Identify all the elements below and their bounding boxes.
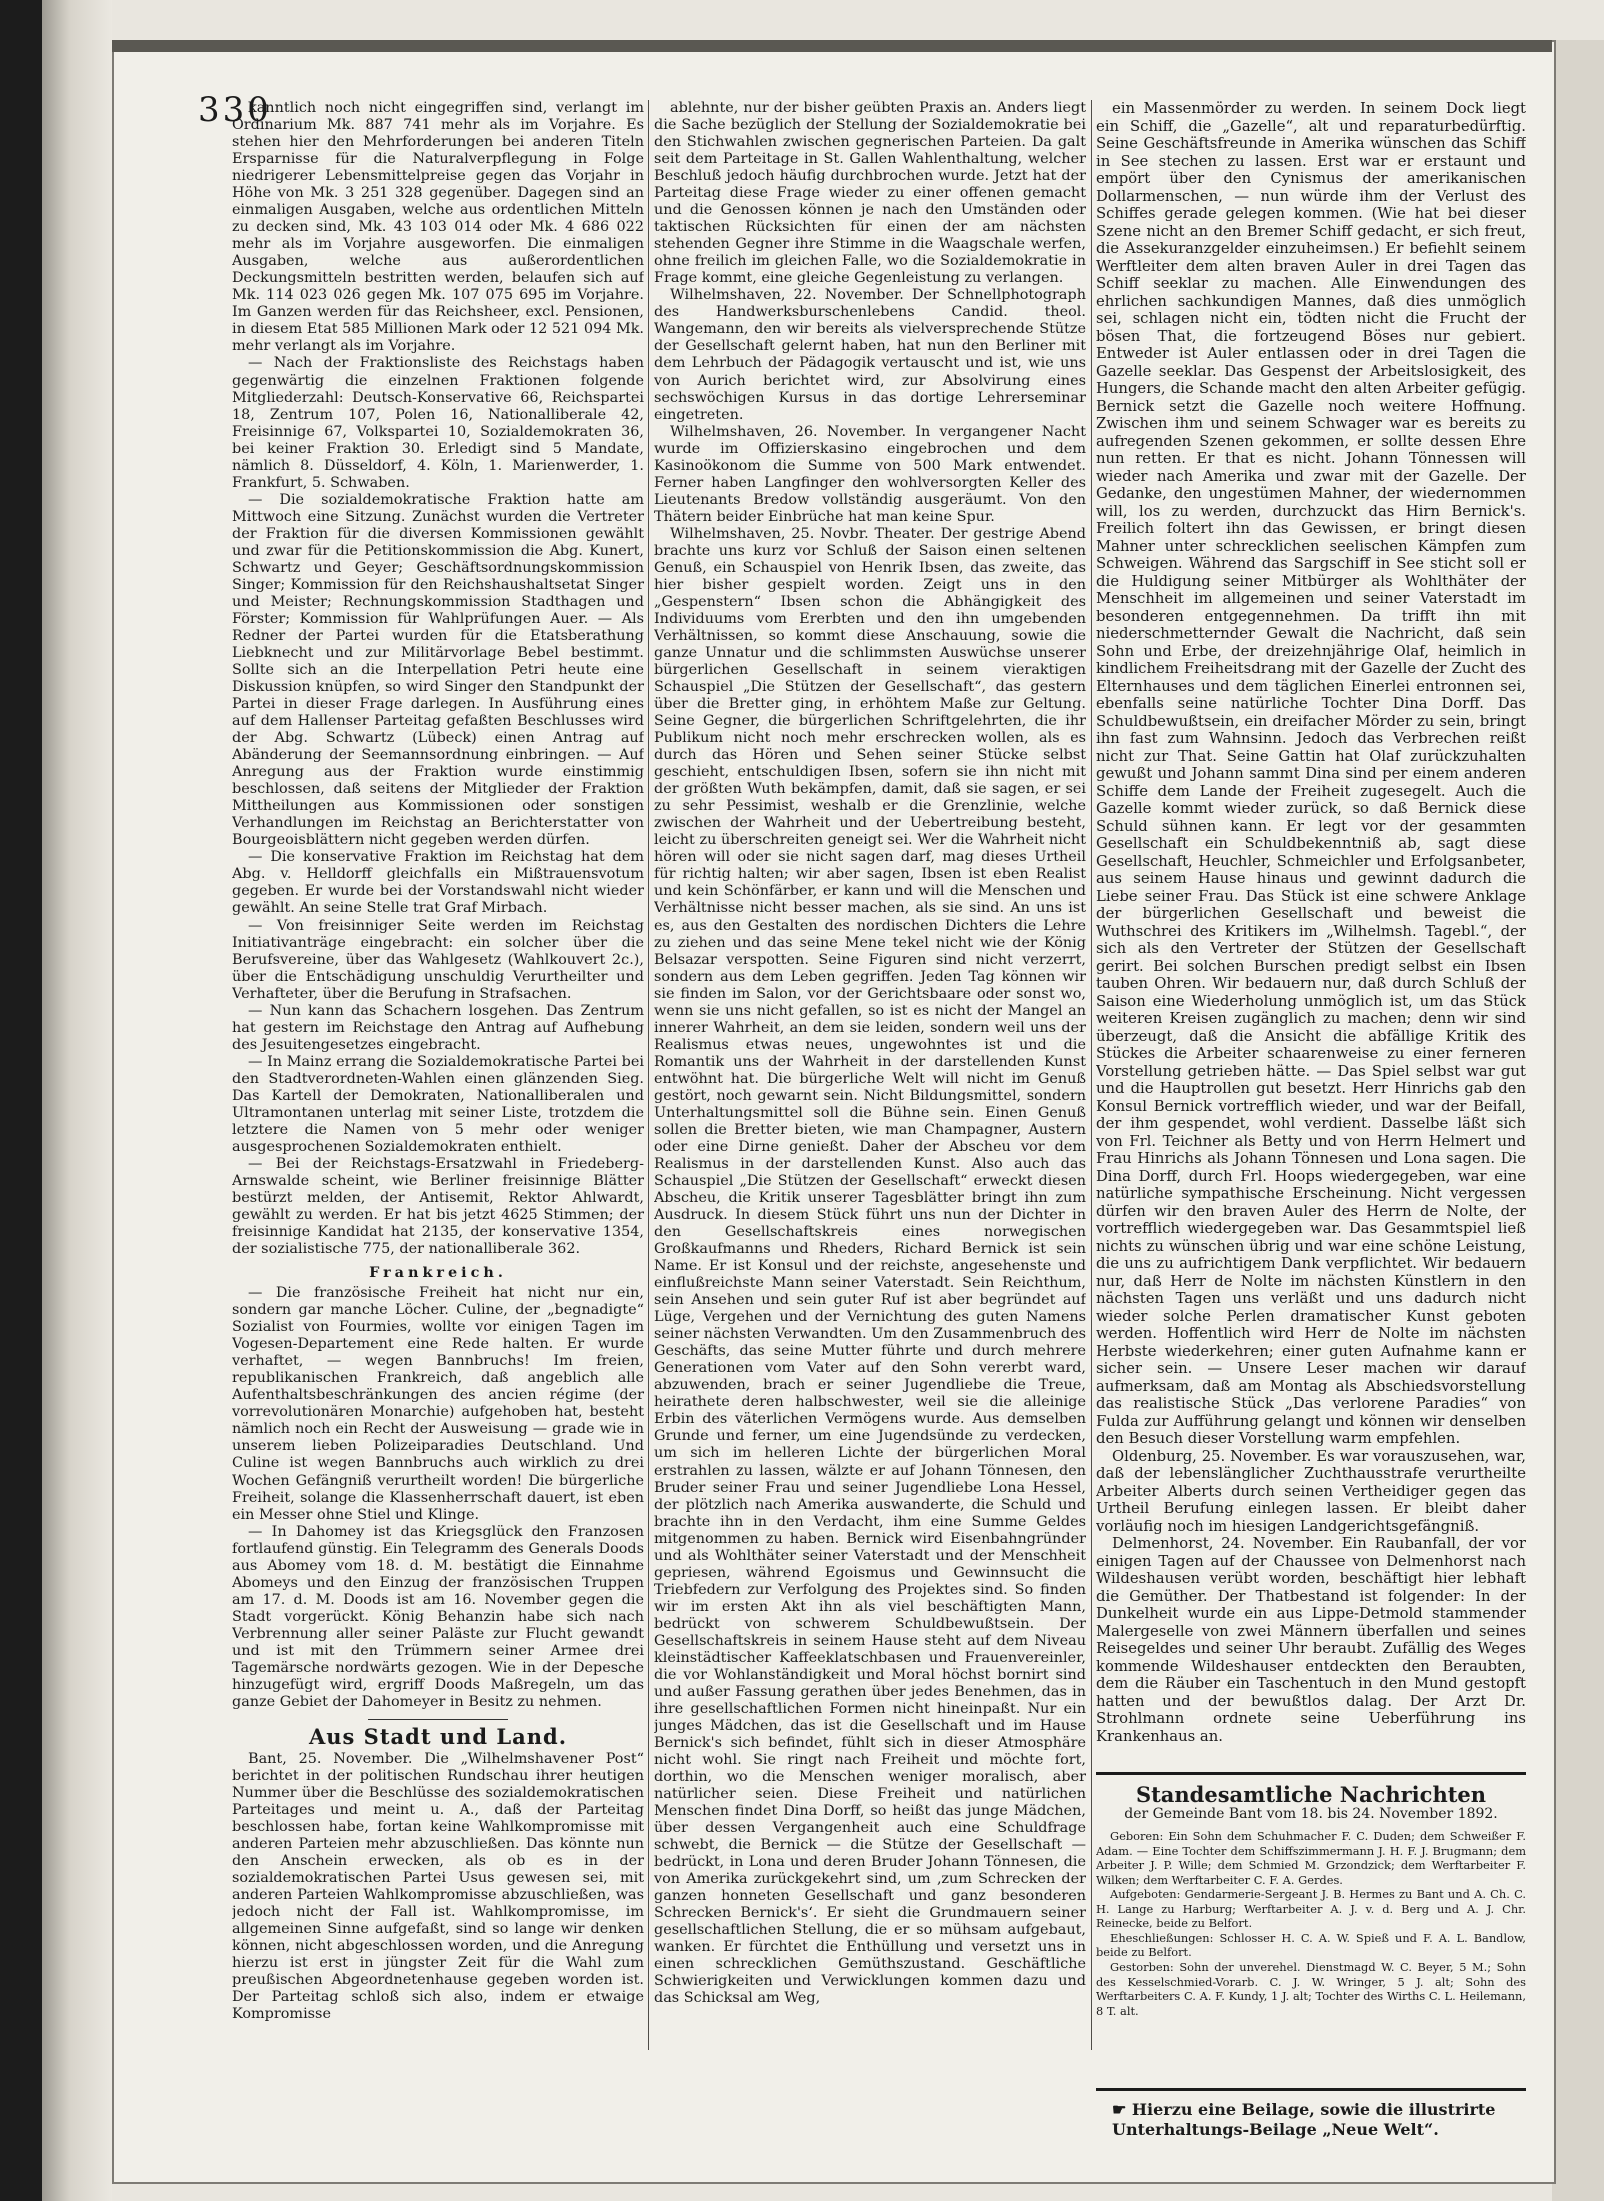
column-3 (1096, 100, 1526, 1760)
article-paragraph: ablehnte, nur der bisher geübten Praxis an. Anders liegt die Sache bezüglich der Stellung der Sozialdemokratie bei den Stichwahlen zwischen gegnerischen Parteien. Da galt seit dem Parteitage in St. Gallen Wahlenthaltung, welcher Beschluß jedoch häufig durchbrochen wurde. Jetzt hat der Parteitag diese Frage wieder zu einer offenen gemacht und die Genossen können je nach den Umständen oder taktischen Rücksichten für einen der am nächsten stehenden Gegner ihre Stimme in die Waagschale werfen, ohne freilich im gleichen Falle, wo die Sozialdemokratie in Frage kommt, eine gleiche Gegenleistung zu verlangen. (654, 100, 1086, 287)
column-rule (648, 100, 649, 2050)
article-paragraph: Wilhelmshaven, 22. November. Der Schnellphotograph des Handwerksburschenlebens Candid. theol. Wangemann, den wir bereits als vielversprechende Stütze der Gesellschaft gelernt haben, hat nun den Berliner mit dem Lehrbuch der Pädagogik vertauscht und ist, wie uns von Aurich berichtet wird, zur Absolvirung eines sechswöchigen Kursus in das dortige Lehrerseminar eingetreten. (654, 287, 1086, 423)
column-1 (232, 100, 644, 2050)
article-paragraph: Delmenhorst, 24. November. Ein Raubanfall, der vor einigen Tagen auf der Chaussee von Delmenhorst nach Wildeshausen verübt worden, beschäftigt hier lebhaft die Gemüther. Der Thatbestand ist folgender: In der Dunkelheit wurde ein aus Lippe-Detmold stammender Malergeselle von zwei Männern überfallen und seines Reisegeldes und seiner Uhr beraubt. Zufällig des Weges kommende Wildeshauser entdeckten den Beraubten, dem die Räuber ein Taschentuch in den Mund gestopft hatten und der bewußtlos dalag. Der Arzt Dr. Strohlmann ordnete seine Ueberführung ins Krankenhaus an. (1096, 1535, 1526, 1745)
standesamt-title: Standesamtliche Nachrichten (1135, 1782, 1487, 1807)
article-paragraph: Bant, 25. November. Die „Wilhelmshavener Post“ berichtet in der politischen Rundschau ihrer heutigen Nummer über die Beschlüsse des sozialdemokratischen Parteitages und meint u. A., daß der Parteitag beschlossen habe, fortan keine Wahlkompromisse mit anderen Parteien mehr abzuschließen. Das könnte nun den Anschein erwecken, als ob es in der sozialdemokratischen Partei Usus gewesen sei, mit anderen Parteien Wahlkompromisse abzuschließen, was jedoch nicht der Fall ist. Wahlkompromisse, im allgemeinen Sinne aufgefaßt, sind so lange wir denken können, nicht abgeschlossen worden, und die Anregung hierzu ist erst in jüngster Zeit für die Wahl zum preußischen Abgeordnetenhause gegeben worden ist. Der Parteitag schloß sich also, indem er etwaige Kompromisse (232, 1750, 644, 2023)
box-rule-top (1096, 1772, 1526, 1775)
section-divider (368, 1719, 508, 1720)
article-paragraph: — Die sozialdemokratische Fraktion hatte am Mittwoch eine Sitzung. Zunächst wurden die Vertreter der Fraktion für die diversen Kommissionen gewählt und zwar für die Petitionskommission die Abg. Kunert, Schwartz und Geyer; Geschäftsordnungskommission Singer; Kommission für den Reichshaushaltsetat Singer und Meister; Rechnungskommission Stadthagen und Förster; Kommission für Wahlprüfungen Auer. — Als Redner der Partei wurden für die Etatsberathung Liebknecht und zur Militärvorlage Bebel bestimmt. Sollte sich an die Interpellation Petri heute eine Diskussion knüpfen, so wird Singer den Standpunkt der Partei in dieser Frage darlegen. In Ausführung eines auf dem Hallenser Parteitag gefaßten Beschlusses wird der Abg. Schwartz (Lübeck) einen Antrag auf Abänderung der Seemannsordnung einbringen. — Auf Anregung aus der Fraktion wurde einstimmig beschlossen, daß seitens der Mitglieder der Fraktion Mittheilungen aus Kommissionen oder sonstigen Verhandlungen im Reichstag an Berichterstatter von Bourgeoisblättern nicht gegeben werden dürfen. (232, 491, 644, 849)
article-paragraph: — Nach der Fraktionsliste des Reichstags haben gegenwärtig die einzelnen Fraktionen folgende Mitgliederzahl: Deutsch-Konservative 66, Reichspartei 18, Zentrum 107, Polen 16, Nationalliberale 42, Freisinnige 67, Volkspartei 10, Sozialdemokraten 36, bei keiner Fraktion 30. Erledigt sind 5 Mandate, nämlich 8. Düsseldorf, 4. Köln, 1. Marienwerder, 1. Frankfurt, 5. Schwaben. (232, 355, 644, 491)
column-rule (1091, 100, 1092, 2050)
article-paragraph: — In Dahomey ist das Kriegsglück den Franzosen fortlaufend günstig. Ein Telegramm des Generals Doods aus Abomey vom 18. d. M. bestätigt die Einnahme Abomeys und den Einzug der französischen Truppen am 17. d. M. Doods ist am 16. November gegen die Stadt vorgerückt. König Behanzin habe sich nach Verbrennung aller seiner Paläste zur Flucht gewandt und ist mit den Trümmern seiner Armee drei Tagemärsche nordwärts gezogen. Wie in der Depesche hinzugefügt wird, ergriff Doods Maßregeln, um das ganze Gebiet der Dahomeyer in Besitz zu nehmen. (232, 1523, 644, 1710)
top-rule (112, 40, 1552, 52)
standesamt-entry: Gestorben: Sohn der unverehel. Dienstmagd W. C. Beyer, 5 M.; Sohn des Kesselschmied-Vorarb. C. J. W. Wringer, 5 J. alt; Sohn des Werftarbeiters C. A. F. Kundy, 1 J. alt; Tochter des Wirths C. L. Heilemann, 8 T. alt. (1096, 1960, 1526, 2018)
pointing-hand-icon: ☛ (1112, 2100, 1132, 2119)
column-2 (654, 100, 1086, 2050)
standesamt-box (1096, 1780, 1526, 2020)
article-paragraph: — Nun kann das Schachern losgehen. Das Zentrum hat gestern im Reichstage den Antrag auf Aufhebung des Jesuitengesetzes eingebracht. (232, 1002, 644, 1053)
section-heading-stadt-und-land: Aus Stadt und Land. (308, 1723, 568, 1749)
article-paragraph: — Die französische Freiheit hat nicht nur ein, sondern gar manche Löcher. Culine, der „begnadigte“ Sozialist von Fourmies, wollte vor einigen Tagen im Vogesen-Departement eine Rede halten. Er wurde verhaftet, — wegen Bannbruchs! Im freien, republikanischen Frankreich, daß angeblich alle Aufenthaltsbeschränkungen des ancien régime (der vorrevolutionären Monarchie) aufgehoben hat, besteht nämlich noch ein Recht der Ausweisung — grade wie in unserem lieben Polizeiparadies Deutschland. Und Culine ist wegen Bannbruchs auch wirklich zu drei Wochen Gefängniß verurtheilt worden! Die bürgerliche Freiheit, solange die Klassenherrschaft dauert, ist eben ein Messer ohne Stiel und Klinge. (232, 1285, 644, 1523)
standesamt-entry: Aufgeboten: Gendarmerie-Sergeant J. B. Hermes zu Bant und A. Ch. C. H. Lange zu Harburg; Werftarbeiter A. J. v. d. Berg und A. J. Chr. Reinecke, beide zu Belfort. (1096, 1887, 1526, 1931)
article-paragraph: Oldenburg, 25. November. Es war vorauszusehen, war, daß der lebenslänglicher Zuchthausstrafe verurtheilte Arbeiter Alberts durch seinen Vertheidiger gegen das Urtheil Berufung einlegen lassen. Er bleibt daher vorläufig noch im hiesigen Landgerichtsgefängniß. (1096, 1447, 1526, 1535)
supplement-note-text: Hierzu eine Beilage, sowie die illustrirte Unterhaltungs-Beilage „Neue Welt“. (1112, 2100, 1496, 2139)
box-rule-bottom (1096, 2088, 1526, 2091)
article-paragraph: — In Mainz errang die Sozialdemokratische Partei bei den Stadtverordneten-Wahlen einen glänzenden Sieg. Das Kartell der Demokraten, Nationalliberalen und Ultramontanen unterlag mit seiner Liste, trotzdem die letztere die Namen von 5 mehr oder weniger ausgesprochenen Sozialdemokraten enthielt. (232, 1053, 644, 1155)
scan-right-margin (1552, 40, 1604, 2201)
article-paragraph: kanntlich noch nicht eingegriffen sind, verlangt im Ordinarium Mk. 887 741 mehr als im Vorjahre. Es stehen hier den Mehrforderungen bei anderen Titeln Ersparnisse für die Naturalverpflegung in Folge niedrigerer Lebensmittelpreise gegen das Vorjahr in Höhe von Mk. 3 251 328 gegenüber. Dagegen sind an einmaligen Ausgaben, welche aus ordentlichen Mitteln zu decken sind, Mk. 43 103 014 oder Mk. 4 686 022 mehr als im Vorjahre ausgeworfen. Die einmaligen Ausgaben, welche aus außerordentlichen Deckungsmitteln bestritten werden, belaufen sich auf Mk. 114 023 026 gegen Mk. 107 075 695 im Vorjahre. Im Ganzen werden für das Reichsheer, excl. Pensionen, in diesem Etat 585 Millionen Mark oder 12 521 094 Mk. mehr verlangt als im Vorjahre. (232, 100, 644, 355)
standesamt-entry: Geboren: Ein Sohn dem Schuhmacher F. C. Duden; dem Schweißer F. Adam. — Eine Tochter dem Schiffszimmermann J. H. F. J. Brugmann; dem Arbeiter J. P. Wille; dem Schmied M. Grzondzick; dem Werftarbeiter F. Wilken; dem Werftarbeiter C. F. A. Gerdes. (1096, 1829, 1526, 1887)
article-paragraph: Wilhelmshaven, 25. Novbr. Theater. Der gestrige Abend brachte uns kurz vor Schluß der Saison einen seltenen Genuß, ein Schauspiel von Henrik Ibsen, das zweite, das hier bisher gespielt worden. Zeigt uns in den „Gespenstern“ Ibsen schon die Abhängigkeit des Individuums vom Ererbten und den ihn umgebenden Verhältnissen, so kommt diese Anschauung, sowie die ganze Unnatur und die schlimmsten Auswüchse unserer bürgerlichen Gesellschaft in seinem vieraktigen Schauspiel „Die Stützen der Gesellschaft“, das gestern über die Bretter ging, in erhöhtem Maße zur Geltung. Seine Gegner, die bürgerlichen Schriftgelehrten, die ihr Publikum nicht noch mehr erschrecken wollen, als es durch das Hören und Sehen seiner Stücke selbst geschieht, entschuldigen Ibsen, sofern sie ihn nicht mit der größten Wuth bekämpfen, damit, daß sie sagen, er sei zu sehr Pessimist, weshalb er die Grenzlinie, welche zwischen der Wahrheit und der Uebertreibung besteht, leicht zu überschreiten geneigt sei. Wer die Wahrheit nicht hören will oder sie nicht sagen darf, mag dieses Urtheil für richtig halten; wir aber sagen, Ibsen ist eben Realist und kein Schönfärber, er kann und will die Menschen und Verhältnisse nicht besser machen, als sie sind. An uns ist es, aus den Gestalten des nordischen Dichters die Lehre zu ziehen und das seine Mene tekel nicht wie der König Belsazar verspotten. Seine Figuren sind nicht verzerrt, sondern aus dem Leben gegriffen. Jeden Tag können wir sie finden im Salon, vor der Gerichtsbaare oder sonst wo, wenn sie uns nicht gefallen, so ist es nicht der Mangel an innerer Wahrheit, an dem sie leiden, sondern weil uns der Realismus etwas neues, ungewohntes ist und die Romantik uns der Wahrheit in der darstellenden Kunst entwöhnt hat. Die bürgerliche Welt will nicht im Genuß gestört, noch gewarnt sein. Nicht Bildungsmittel, sondern Unterhaltungsmittel soll die Bühne sein. Einen Genuß sollen die Bretter bieten, wie man Champagner, Austern oder eine Dirne genießt. Daher der Abscheu vor dem Realismus in der darstellenden Kunst. Also auch das Schauspiel „Die Stützen der Gesellschaft“ erweckt diesen Abscheu, die Kritik unserer Tagesblätter bringt ihn zum Ausdruck. In diesem Stück führt uns nun der Dichter in den Gesellschaftskreis eines norwegischen Großkaufmanns und Rheders, Richard Bernick ist sein Name. Er ist Konsul und der reichste, angesehenste und einflußreichste Mann seiner Vaterstadt. Sein Reichthum, sein Ansehen und sein guter Ruf ist aber begründet auf Lüge, Vergehen und der Vernichtung des guten Namens seiner nächsten Verwandten. Um den Zusammenbruch des Geschäfts, das seine Mutter führte und durch mehrere Generationen vom Vater auf den Sohn vererbt ward, abzuwenden, brach er seiner Jugendliebe die Treue, heirathete deren halbschwester, weil sie die alleinige Erbin des väterlichen Vermögens wurde. Aus demselben Grunde und ferner, um eine Jugendsünde zu verdecken, um sich im helleren Lichte der bürgerlichen Moral erstrahlen zu lassen, wälzte er auf Johann Tönnesen, den Bruder seiner Frau und seiner Jugendliebe Lona Hessel, der plötzlich nach Amerika auswanderte, die Schuld und brachte ihn in den Verdacht, ihm eine Summe Geldes mitgenommen zu haben. Bernick wird Eisenbahngründer und als Wohlthäter seiner Vaterstadt und der Menschheit gepriesen, während Egoismus und Gewinnsucht die Triebfedern zur Verfolgung des Projektes sind. So finden wir im ersten Akt ihn als viel beschäftigten Mann, bedrückt von schwerem Schuldbewußtsein. Der Gesellschaftskreis in seinem Hause steht auf dem Niveau kleinstädtischer Kaffeeklatschbasen und Frauenvereinler, die vor Wohlanständigkeit und Moral höchst bornirt sind und außer Fassung gerathen über jedes Benehmen, das in ihre gesellschaftlichen Formen nicht hineinpaßt. Nur ein junges Mädchen, das ist die Gesellschaft und im Hause Bernick's sich befindet, fühlt sich in dieser Atmosphäre nicht wohl. Sie ringt nach Freiheit und möchte fort, dorthin, wo die Menschen weniger moralisch, aber natürlicher seien. Diese Freiheit und natürlichen Menschen findet Dina Dorff, so heißt das junge Mädchen, über dessen Vergangenheit auch eine Schuldfrage schwebt, die Bernick — die Stütze der Gesellschaft — bedrückt, in Lona und deren Bruder Johann Tönnesen, die von Amerika zurückgekehrt sind, um ‚zum Schrecken der ganzen honneten Gesellschaft und ganz besonderen Schrecken Bernick's‘. Er sieht die Grundmauern seiner gesellschaftlichen Stellung, die er so mühsam aufgebaut, wanken. Er fürchtet die Enthüllung und versetzt uns in einen schrecklichen Gemüthszustand. Geschäftliche Schwierigkeiten und Verwicklungen kommen dazu und das Schicksal am Weg, (654, 525, 1086, 2007)
standesamt-subtitle: der Gemeinde Bant vom 18. bis 24. November 1892. (1124, 1805, 1498, 1822)
article-paragraph: — Die konservative Fraktion im Reichstag hat dem Abg. v. Helldorff gleichfalls ein Mißtrauensvotum gegeben. Er wurde bei der Vorstandswahl nicht wieder gewählt. An seine Stelle trat Graf Mirbach. (232, 849, 644, 917)
page-binding-shadow (42, 0, 112, 2201)
article-paragraph: ein Massenmörder zu werden. In seinem Dock liegt ein Schiff, die „Gazelle“, alt und reparaturbedürftig. Seine Geschäftsfreunde in Amerika wünschen das Schiff in See stechen zu lassen. Erst war er erstaunt und empört über den Cynismus der amerikanischen Dollarmenschen, — nun würde ihm der Verlust des Schiffes gerade gelegen kommen. (Wie hat bei dieser Szene nicht an den Bremer Schiff gedacht, er sich freut, die Assekuranzgelder einzuheimsen.) Er befiehlt seinem Werftleiter dem alten braven Auler in drei Tagen das Schiff seeklar zu machen. Alle Einwendungen des ehrlichen sachkundigen Mannes, daß dies unmöglich sei, schlagen nicht ein, tödten nicht die Frucht der bösen That, die fortzeugend Böses nur gebiert. Entweder ist Auler entlassen oder in drei Tagen die Gazelle seeklar. Das Gespenst der Arbeitslosigkeit, des Hungers, die Schande macht den alten Arbeiter gefügig. Bernick setzt die Gazelle noch weitere Hoffnung. Zwischen ihm und seinem Schwager war es bereits zu aufregenden Szenen gekommen, er sollte dessen Ehre nun retten. Er that es nicht. Johann Tönnessen will wieder nach Amerika und zwar mit der Gazelle. Der Gedanke, den ungestümen Mahner, der wiedernommen will, los zu werden, durchzuckt das Hirn Bernick's. Freilich foltert ihn das Gewissen, er bringt diesen Mahner unter schrecklichen seelischen Kämpfen zum Schweigen. Während das Sargschiff in See sticht soll er die Huldigung seiner Mitbürger als Wohlthäter der Menschheit im allgemeinen und seiner Vaterstadt im besonderen entgegennehmen. Da trifft ihn mit niederschmetternder Gewalt die Nachricht, daß sein Sohn und Erbe, der dreizehnjährige Olaf, heimlich in kindlichem Freiheitsdrang mit der Gazelle der Zucht des Elternhauses und dem täglichen Einerlei entronnen sei, ebenfalls seine natürliche Tochter Dina Dorff. Das Schuldbewußtsein, ein dreifacher Mörder zu sein, bringt ihn fast zum Wahnsinn. Jedoch das Verbrechen reißt nicht zur That. Seine Gattin hat Olaf zurückzuhalten gewußt und Johann sammt Dina sind per einem anderen Schiffe dem Lande der Freiheit zugesegelt. Auch die Gazelle kommt wieder zurück, so daß Bernick diese Schuld sühnen kann. Er legt vor der gesammten Gesellschaft ein Schuldbekenntniß ab, sagt diese Gesellschaft, Heuchler, Schmeichler und Erfolgsanbeter, aus seinem Hause hinaus und gewinnt dadurch die Liebe seiner Frau. Das Stück ist eine schwere Anklage der bürgerlichen Gesellschaft und beweist die Wuthschrei des Kritikers im „Wilhelmsh. Tagebl.“, der sich als den Vertreter der Stützen der Gesellschaft gerirt. Bei solchen Burschen predigt selbst ein Ibsen tauben Ohren. Wir bedauern nur, daß durch Schluß der Saison eine Wiederholung unmöglich ist, um das Stück weiteren Kreisen zugänglich zu machen; denn wir sind überzeugt, daß die Ansicht die abfällige Kritik des Stückes die Arbeiter schaarenweise zu einer ferneren Vorstellung getrieben hätte. — Das Spiel selbst war gut und die Hauptrollen gut besetzt. Herr Hinrichs gab den Konsul Bernick vortrefflich wieder, und war der Beifall, der ihm gespendet, wohl verdient. Dasselbe läßt sich von Frl. Teichner als Betty und von Herrn Helmert und Frau Hinrichs als Johann Tönnesen und Lona sagen. Die Dina Dorff, durch Frl. Hoops wiedergegeben, war eine natürliche sympathische Erscheinung. Nicht vergessen dürfen wir den braven Auler des Herrn de Nolte, der vortrefflich wiedergegeben war. Das Gesammtspiel ließ nichts zu wünschen übrig und war eine schöne Leistung, die uns zu aufrichtigem Dank verpflichtet. Wir bedauern nur, daß Herr de Nolte im nächsten Künstlern in den nächsten Tagen uns verläßt und uns dadurch nicht wieder solche Perlen dramatischer Kunst geboten werden. Hoffentlich wird Herr de Nolte im nächsten Herbste wiederkehren; einer guten Aufnahme kann er sicher sein. — Unsere Leser machen wir darauf aufmerksam, daß am Montag als Abschiedsvorstellung das realistische Stück „Das verlorene Paradies“ von Fulda zur Aufführung gelangt und können wir denselben den Besuch dieser Vorstellung warm empfehlen. (1096, 100, 1526, 1447)
page-number: 330 (198, 90, 272, 130)
scan-dark-edge (0, 0, 42, 2201)
article-paragraph: — Von freisinniger Seite werden im Reichstag Initiativanträge eingebracht: ein solcher über die Berufsvereine, über das Wahlgesetz (Wahlkouvert 2c.), über die Entschädigung unschuldig Verurtheilter und Verhafteter, über die Berufung in Strafsachen. (232, 917, 644, 1002)
section-heading-frankreich: Frankreich. (369, 1264, 507, 1282)
supplement-note (1112, 2100, 1526, 2140)
standesamt-entry: Eheschließungen: Schlosser H. C. A. W. Spieß und F. A. L. Bandlow, beide zu Belfort. (1096, 1930, 1526, 1960)
article-paragraph: — Bei der Reichstags-Ersatzwahl in Friedeberg-Arnswalde scheint, wie Berliner freisinnige Blätter bestürzt melden, der Antisemit, Rektor Ahlwardt, gewählt zu werden. Er hat bis jetzt 4625 Stimmen; der freisinnige Kandidat hat 2135, der konservative 1354, der sozialistische 775, der nationalliberale 362. (232, 1155, 644, 1258)
article-paragraph: Wilhelmshaven, 26. November. In vergangener Nacht wurde im Offizierskasino eingebrochen und dem Kasinoökonom die Summe von 500 Mark entwendet. Ferner haben Langfinger den wohlversorgten Keller des Lieutenants Bredow vollständig ausgeräumt. Von den Thätern beider Einbrüche hat man keine Spur. (654, 423, 1086, 525)
